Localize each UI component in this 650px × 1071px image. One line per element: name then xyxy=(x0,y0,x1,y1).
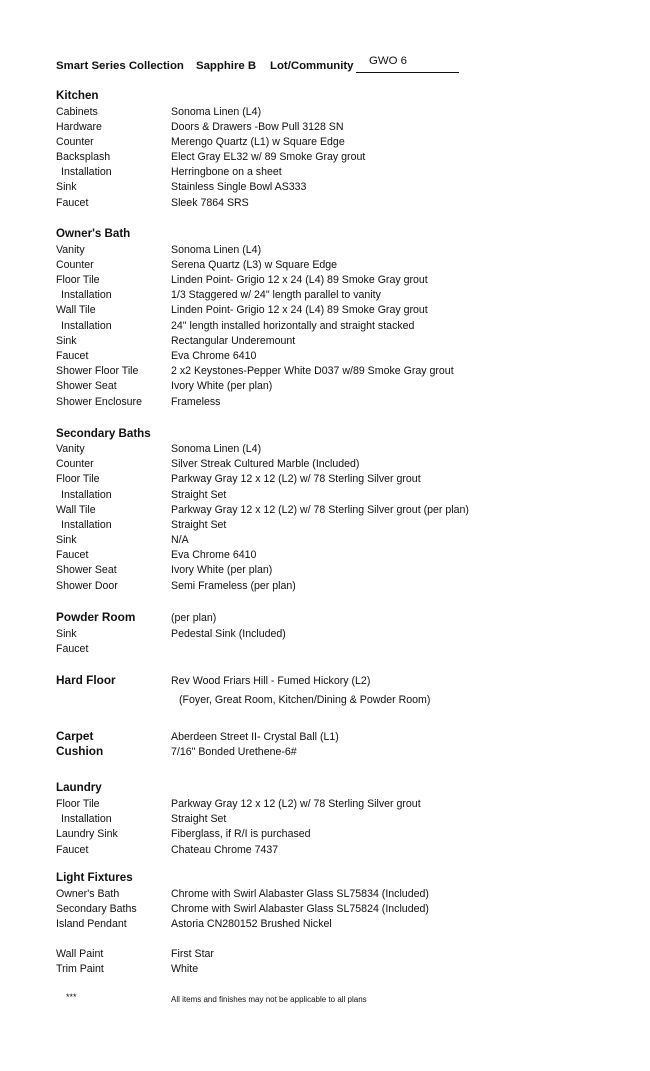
row-label: Trim Paint xyxy=(56,963,104,975)
carpet-value: Aberdeen Street II- Crystal Ball (L1) xyxy=(171,731,339,743)
row-value: Chrome with Swirl Alabaster Glass SL75834 (Included) xyxy=(171,888,429,900)
row-value: Semi Frameless (per plan) xyxy=(171,580,296,592)
row-value: Parkway Gray 12 x 12 (L2) w/ 78 Sterling Silver grout (per plan) xyxy=(171,504,469,516)
row-label: Hardware xyxy=(56,121,102,133)
cushion-title: Cushion xyxy=(56,744,104,758)
row-value: Straight Set xyxy=(171,813,227,825)
powder-room-title: Powder Room xyxy=(56,610,136,624)
hard-floor-value: Rev Wood Friars Hill - Fumed Hickory (L2) xyxy=(171,675,371,687)
row-value: Linden Point- Grigio 12 x 24 (L4) 89 Smoke Gray grout xyxy=(171,274,428,286)
row-value: First Star xyxy=(171,948,214,960)
row-label: Installation xyxy=(61,489,112,501)
lot-label: Lot/Community xyxy=(270,60,354,72)
collection-title: Smart Series Collection xyxy=(56,60,184,72)
row-label: Wall Tile xyxy=(56,504,96,516)
row-value: Sonoma Linen (L4) xyxy=(171,244,262,256)
row-label: Installation xyxy=(61,519,112,531)
row-label: Island Pendant xyxy=(56,918,127,930)
row-value: White xyxy=(171,963,199,975)
row-value: 24" length installed horizontally and straight stacked xyxy=(171,320,415,332)
row-value: Eva Chrome 6410 xyxy=(171,549,257,561)
hard-floor-title: Hard Floor xyxy=(56,673,116,687)
light-fixtures-title: Light Fixtures xyxy=(56,871,133,884)
row-label: Secondary Baths xyxy=(56,903,137,915)
row-value: Doors & Drawers -Bow Pull 3128 SN xyxy=(171,121,344,133)
row-value: Pedestal Sink (Included) xyxy=(171,628,286,640)
row-value: Sleek 7864 SRS xyxy=(171,197,249,209)
lot-underline xyxy=(356,72,459,73)
row-label: Faucet xyxy=(56,350,89,362)
row-value: Astoria CN280152 Brushed Nickel xyxy=(171,918,332,930)
row-value: Silver Streak Cultured Marble (Included) xyxy=(171,458,360,470)
row-value: Straight Set xyxy=(171,489,227,501)
row-label: Owner's Bath xyxy=(56,888,120,900)
row-label: Faucet xyxy=(56,844,89,856)
row-value: 1/3 Staggered w/ 24" length parallel to vanity xyxy=(171,289,381,301)
row-value: Sonoma Linen (L4) xyxy=(171,106,262,118)
model-name: Sapphire B xyxy=(196,60,257,72)
row-value: Herringbone on a sheet xyxy=(171,166,282,178)
row-label: Floor Tile xyxy=(56,274,100,286)
row-label: Counter xyxy=(56,259,94,271)
row-label: Sink xyxy=(56,628,77,640)
row-value: 2 x2 Keystones-Pepper White D037 w/89 Smoke Gray grout xyxy=(171,365,454,377)
row-label: Sink xyxy=(56,534,77,546)
row-label: Faucet xyxy=(56,197,89,209)
cushion-value: 7/16" Bonded Urethene-6# xyxy=(171,746,297,758)
owners-bath-title: Owner's Bath xyxy=(56,227,131,240)
row-label: Shower Seat xyxy=(56,380,117,392)
row-value: Serena Quartz (L3) w Square Edge xyxy=(171,259,338,271)
row-value: Parkway Gray 12 x 12 (L2) w/ 78 Sterling Silver grout xyxy=(171,798,421,810)
row-label: Shower Floor Tile xyxy=(56,365,139,377)
row-label: Floor Tile xyxy=(56,798,100,810)
row-label: Shower Enclosure xyxy=(56,396,142,408)
row-value: N/A xyxy=(171,534,189,546)
row-label: Wall Paint xyxy=(56,948,104,960)
row-value: Ivory White (per plan) xyxy=(171,564,273,576)
footer-stars: *** xyxy=(66,992,77,1002)
row-value: Ivory White (per plan) xyxy=(171,380,273,392)
secondary-baths-title: Secondary Baths xyxy=(56,427,151,440)
row-label: Counter xyxy=(56,136,94,148)
row-label: Cabinets xyxy=(56,106,98,118)
row-label: Backsplash xyxy=(56,151,111,163)
row-label: Vanity xyxy=(56,443,85,455)
row-label: Wall Tile xyxy=(56,304,96,316)
row-label: Shower Door xyxy=(56,580,118,592)
row-label: Counter xyxy=(56,458,94,470)
row-value: Linden Point- Grigio 12 x 24 (L4) 89 Smoke Gray grout xyxy=(171,304,428,316)
lot-value: GWO 6 xyxy=(369,55,407,67)
row-label: Laundry Sink xyxy=(56,828,118,840)
row-label: Installation xyxy=(61,289,112,301)
row-value: Chrome with Swirl Alabaster Glass SL75824 (Included) xyxy=(171,903,429,915)
row-label: Installation xyxy=(61,320,112,332)
row-value: Chateau Chrome 7437 xyxy=(171,844,279,856)
row-value: Rectangular Underemount xyxy=(171,335,296,347)
row-label: Sink xyxy=(56,181,77,193)
hard-floor-note: (Foyer, Great Room, Kitchen/Dining & Powder Room) xyxy=(179,694,431,706)
powder-room-per-plan: (per plan) xyxy=(171,612,217,624)
row-value: Straight Set xyxy=(171,519,227,531)
row-label: Installation xyxy=(61,166,112,178)
row-label: Shower Seat xyxy=(56,564,117,576)
kitchen-title: Kitchen xyxy=(56,89,99,102)
row-label: Installation xyxy=(61,813,112,825)
row-label: Faucet xyxy=(56,549,89,561)
row-value: Frameless xyxy=(171,396,221,408)
footer-note: All items and finishes may not be applicable to all plans xyxy=(171,995,367,1004)
laundry-title: Laundry xyxy=(56,781,102,794)
row-label: Sink xyxy=(56,335,77,347)
row-value: Sonoma Linen (L4) xyxy=(171,443,262,455)
row-value: Fiberglass, if R/I is purchased xyxy=(171,828,311,840)
row-value: Stainless Single Bowl AS333 xyxy=(171,181,307,193)
row-value: Parkway Gray 12 x 12 (L2) w/ 78 Sterling Silver grout xyxy=(171,473,421,485)
row-value: Merengo Quartz (L1) w Square Edge xyxy=(171,136,345,148)
row-value: Elect Gray EL32 w/ 89 Smoke Gray grout xyxy=(171,151,366,163)
carpet-title: Carpet xyxy=(56,729,94,743)
row-label: Vanity xyxy=(56,244,85,256)
row-label: Floor Tile xyxy=(56,473,100,485)
row-label: Faucet xyxy=(56,643,89,655)
row-value: Eva Chrome 6410 xyxy=(171,350,257,362)
